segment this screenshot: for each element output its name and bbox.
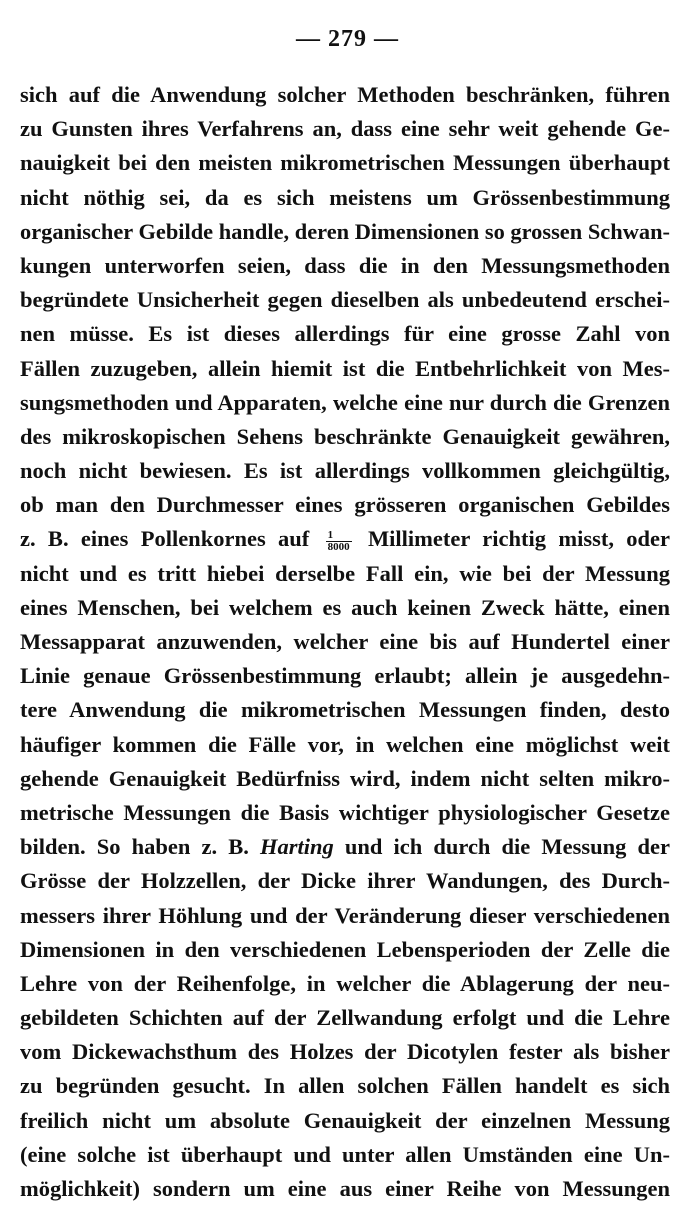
text-line: metrische Messungen die Basis wichtiger physiologischer Gesetze [20, 799, 670, 825]
text-line: kungen unterworfen seien, dass die in den Messungsmethoden [20, 252, 670, 278]
text-line: sich auf die Anwendung solcher Methoden beschränken, führen [20, 82, 670, 107]
line-segment: Millimeter richtig misst, oder [367, 526, 670, 552]
text-line: gebildeten Schichten auf der Zellwandung erfolgt und die Lehre [20, 1005, 670, 1031]
text-line: messers ihrer Höhlung und der Veränderung dieser verschiedenen [20, 902, 670, 928]
text-line: nicht und es tritt hiebei derselbe Fall ein, wie bei der Messung [20, 560, 670, 586]
text-line: nen müsse. Es ist dieses allerdings für eine grosse Zahl von [20, 321, 670, 347]
text-line: nauigkeit bei den meisten mikrometrischen Messungen überhaupt [20, 150, 670, 176]
text-line: eines Menschen, bei welchem es auch keinen Zweck hätte, einen [20, 594, 670, 620]
text-line: gehende Genauigkeit Bedürfniss wird, indem nicht selten mikro- [20, 765, 670, 791]
text-line-with-fraction [20, 522, 670, 556]
text-line: noch nicht bewiesen. Es ist allerdings vollkommen gleichgültig, [20, 458, 670, 484]
text-line: tere Anwendung die mikrometrischen Messungen finden, desto [20, 697, 670, 723]
italic-name: Harting [259, 834, 334, 860]
text-line: begründete Unsicherheit gegen dieselben als unbedeutend erschei- [20, 287, 670, 313]
line-segment: und ich durch die Messung der [344, 834, 670, 860]
text-line: vom Dickewachsthum des Holzes der Dicotylen fester als bisher [20, 1039, 670, 1065]
text-line: möglichkeit) sondern um eine aus einer Reihe von Messungen [20, 1176, 670, 1201]
text-line: Lehre von der Reihenfolge, in welcher die Ablagerung der neu- [20, 970, 670, 996]
text-line: Grösse der Holzzellen, der Dicke ihrer Wandungen, des Durch- [20, 868, 670, 894]
fraction-numerator: 1 [326, 530, 352, 542]
fraction [326, 530, 352, 553]
text-line: (eine solche ist überhaupt und unter allen Umständen eine Un- [20, 1141, 670, 1167]
text-line: des mikroskopischen Sehens beschränkte Genauigkeit gewähren, [20, 423, 670, 449]
text-line: zu begründen gesucht. In allen solchen Fällen handelt es sich [20, 1073, 670, 1099]
text-line: häufiger kommen die Fälle vor, in welchen eine möglichst weit [20, 731, 670, 757]
text-line: Fällen zuzugeben, allein hiemit ist die Entbehrlichkeit von Mes- [20, 355, 670, 381]
line-segment: z. B. eines Pollenkornes auf [20, 526, 310, 552]
text-line: freilich nicht um absolute Genauigkeit der einzelnen Messung [20, 1107, 670, 1133]
text-line: organischer Gebilde handle, deren Dimensionen so grossen Schwan- [20, 218, 670, 244]
text-line-with-italic [20, 830, 670, 864]
fraction-denominator: 8000 [327, 540, 350, 553]
text-line: Messapparat anzuwenden, welcher eine bis auf Hundertel einer [20, 629, 670, 654]
text-line: ob man den Durchmesser eines grösseren organischen Gebildes [20, 492, 670, 518]
text-line: Linie genaue Grössenbestimmung erlaubt; allein je ausgedehn- [20, 663, 670, 689]
text-line: sungsmethoden und Apparaten, welche eine nur durch die Grenzen [20, 389, 670, 415]
line-segment: bilden. So haben z. B. [20, 834, 249, 860]
text-line: Dimensionen in den verschiedenen Lebensperioden der Zelle die [20, 936, 670, 962]
text-line: zu Gunsten ihres Verfahrens an, dass eine sehr weit gehende Ge- [20, 116, 670, 142]
body-text [20, 78, 670, 1206]
text-line: nicht nöthig sei, da es sich meistens um Grössenbestimmung [20, 184, 670, 210]
page-number: — 279 — [296, 26, 399, 52]
